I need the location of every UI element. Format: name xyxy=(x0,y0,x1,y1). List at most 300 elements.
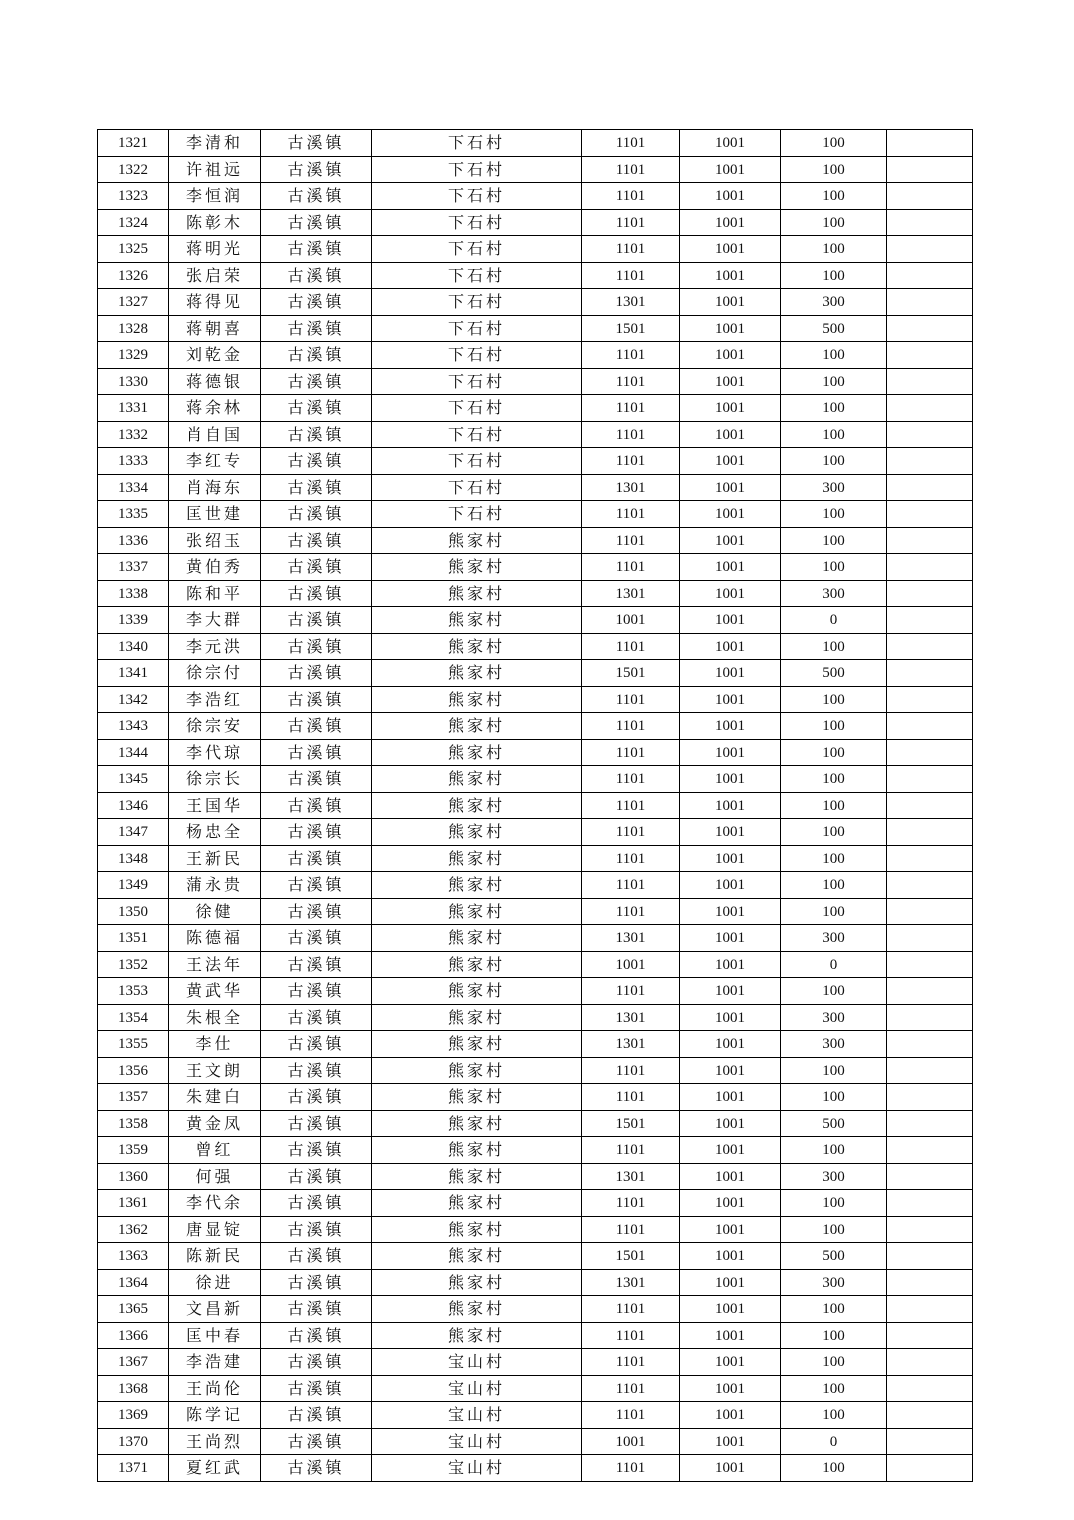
cell-no: 1330 xyxy=(98,368,169,395)
cell-town: 古溪镇 xyxy=(261,183,372,210)
cell-town: 古溪镇 xyxy=(261,845,372,872)
cell-name: 夏红武 xyxy=(169,1455,261,1482)
cell-name: 蒋德银 xyxy=(169,368,261,395)
cell-no: 1345 xyxy=(98,766,169,793)
cell-code-a: 1101 xyxy=(582,262,680,289)
cell-no: 1343 xyxy=(98,713,169,740)
cell-no: 1322 xyxy=(98,156,169,183)
cell-name: 李仕 xyxy=(169,1031,261,1058)
cell-village: 熊家村 xyxy=(372,1137,582,1164)
cell-remark xyxy=(887,474,973,501)
cell-remark xyxy=(887,1243,973,1270)
cell-town: 古溪镇 xyxy=(261,156,372,183)
cell-village: 熊家村 xyxy=(372,1084,582,1111)
cell-code-a: 1101 xyxy=(582,1455,680,1482)
cell-code-b: 1001 xyxy=(680,660,781,687)
cell-town: 古溪镇 xyxy=(261,1269,372,1296)
cell-no: 1339 xyxy=(98,607,169,634)
cell-amount: 500 xyxy=(781,660,887,687)
cell-remark xyxy=(887,1057,973,1084)
table-row xyxy=(98,872,973,899)
cell-no: 1323 xyxy=(98,183,169,210)
cell-code-a: 1101 xyxy=(582,819,680,846)
cell-amount: 300 xyxy=(781,1269,887,1296)
cell-remark xyxy=(887,872,973,899)
cell-amount: 100 xyxy=(781,978,887,1005)
cell-remark xyxy=(887,1269,973,1296)
cell-no: 1356 xyxy=(98,1057,169,1084)
cell-remark xyxy=(887,395,973,422)
cell-code-a: 1101 xyxy=(582,1190,680,1217)
cell-remark xyxy=(887,289,973,316)
cell-name: 张启荣 xyxy=(169,262,261,289)
table-row xyxy=(98,342,973,369)
cell-village: 下石村 xyxy=(372,130,582,157)
cell-town: 古溪镇 xyxy=(261,1137,372,1164)
cell-amount: 100 xyxy=(781,1190,887,1217)
cell-amount: 100 xyxy=(781,1137,887,1164)
cell-town: 古溪镇 xyxy=(261,1057,372,1084)
cell-remark xyxy=(887,1137,973,1164)
cell-code-b: 1001 xyxy=(680,845,781,872)
cell-code-b: 1001 xyxy=(680,1455,781,1482)
cell-code-a: 1001 xyxy=(582,607,680,634)
cell-code-b: 1001 xyxy=(680,898,781,925)
cell-code-a: 1301 xyxy=(582,1031,680,1058)
cell-village: 熊家村 xyxy=(372,527,582,554)
cell-amount: 300 xyxy=(781,474,887,501)
cell-amount: 100 xyxy=(781,421,887,448)
cell-no: 1336 xyxy=(98,527,169,554)
cell-amount: 100 xyxy=(781,183,887,210)
cell-name: 陈和平 xyxy=(169,580,261,607)
cell-no: 1354 xyxy=(98,1004,169,1031)
cell-village: 熊家村 xyxy=(372,660,582,687)
table-row xyxy=(98,925,973,952)
cell-village: 下石村 xyxy=(372,156,582,183)
cell-code-a: 1101 xyxy=(582,448,680,475)
table-row xyxy=(98,1322,973,1349)
cell-amount: 100 xyxy=(781,633,887,660)
cell-amount: 100 xyxy=(781,130,887,157)
cell-code-b: 1001 xyxy=(680,156,781,183)
cell-amount: 100 xyxy=(781,1296,887,1323)
table-row xyxy=(98,607,973,634)
cell-village: 熊家村 xyxy=(372,872,582,899)
cell-amount: 300 xyxy=(781,1004,887,1031)
cell-no: 1331 xyxy=(98,395,169,422)
cell-no: 1364 xyxy=(98,1269,169,1296)
table-row xyxy=(98,580,973,607)
cell-code-a: 1101 xyxy=(582,845,680,872)
table-row xyxy=(98,130,973,157)
cell-code-a: 1301 xyxy=(582,1269,680,1296)
table-row xyxy=(98,951,973,978)
cell-village: 下石村 xyxy=(372,368,582,395)
cell-code-b: 1001 xyxy=(680,872,781,899)
cell-town: 古溪镇 xyxy=(261,978,372,1005)
cell-village: 宝山村 xyxy=(372,1428,582,1455)
cell-remark xyxy=(887,607,973,634)
table-row xyxy=(98,501,973,528)
cell-name: 陈新民 xyxy=(169,1243,261,1270)
cell-village: 熊家村 xyxy=(372,1269,582,1296)
cell-town: 古溪镇 xyxy=(261,448,372,475)
cell-no: 1321 xyxy=(98,130,169,157)
cell-amount: 100 xyxy=(781,792,887,819)
cell-name: 曾红 xyxy=(169,1137,261,1164)
cell-town: 古溪镇 xyxy=(261,1402,372,1429)
cell-code-b: 1001 xyxy=(680,1031,781,1058)
cell-code-a: 1101 xyxy=(582,633,680,660)
cell-town: 古溪镇 xyxy=(261,739,372,766)
cell-code-b: 1001 xyxy=(680,580,781,607)
cell-code-a: 1101 xyxy=(582,156,680,183)
table-row xyxy=(98,1349,973,1376)
cell-remark xyxy=(887,1004,973,1031)
cell-name: 肖海东 xyxy=(169,474,261,501)
cell-village: 下石村 xyxy=(372,501,582,528)
cell-town: 古溪镇 xyxy=(261,209,372,236)
cell-amount: 100 xyxy=(781,1402,887,1429)
cell-code-b: 1001 xyxy=(680,315,781,342)
cell-town: 古溪镇 xyxy=(261,315,372,342)
cell-code-b: 1001 xyxy=(680,951,781,978)
cell-name: 匡世建 xyxy=(169,501,261,528)
cell-amount: 100 xyxy=(781,766,887,793)
cell-no: 1347 xyxy=(98,819,169,846)
cell-village: 熊家村 xyxy=(372,819,582,846)
cell-remark xyxy=(887,368,973,395)
cell-town: 古溪镇 xyxy=(261,527,372,554)
cell-code-a: 1101 xyxy=(582,395,680,422)
cell-code-a: 1101 xyxy=(582,1137,680,1164)
cell-village: 熊家村 xyxy=(372,607,582,634)
cell-town: 古溪镇 xyxy=(261,262,372,289)
cell-amount: 100 xyxy=(781,262,887,289)
cell-remark xyxy=(887,925,973,952)
cell-remark xyxy=(887,978,973,1005)
cell-village: 下石村 xyxy=(372,342,582,369)
cell-remark xyxy=(887,1190,973,1217)
cell-village: 下石村 xyxy=(372,183,582,210)
cell-name: 陈德福 xyxy=(169,925,261,952)
cell-amount: 500 xyxy=(781,1110,887,1137)
cell-town: 古溪镇 xyxy=(261,951,372,978)
cell-name: 黄金凤 xyxy=(169,1110,261,1137)
cell-code-a: 1101 xyxy=(582,766,680,793)
cell-name: 李大群 xyxy=(169,607,261,634)
cell-town: 古溪镇 xyxy=(261,1031,372,1058)
cell-amount: 300 xyxy=(781,925,887,952)
table-row xyxy=(98,792,973,819)
cell-town: 古溪镇 xyxy=(261,766,372,793)
cell-village: 熊家村 xyxy=(372,1004,582,1031)
cell-remark xyxy=(887,1110,973,1137)
cell-name: 徐进 xyxy=(169,1269,261,1296)
cell-town: 古溪镇 xyxy=(261,554,372,581)
cell-code-a: 1101 xyxy=(582,342,680,369)
cell-amount: 100 xyxy=(781,739,887,766)
cell-town: 古溪镇 xyxy=(261,1084,372,1111)
cell-code-b: 1001 xyxy=(680,209,781,236)
cell-name: 徐健 xyxy=(169,898,261,925)
table-row xyxy=(98,1455,973,1482)
cell-village: 熊家村 xyxy=(372,978,582,1005)
table-row xyxy=(98,1110,973,1137)
cell-remark xyxy=(887,315,973,342)
cell-code-b: 1001 xyxy=(680,1004,781,1031)
cell-name: 朱根全 xyxy=(169,1004,261,1031)
cell-code-b: 1001 xyxy=(680,1349,781,1376)
cell-town: 古溪镇 xyxy=(261,1428,372,1455)
cell-code-a: 1101 xyxy=(582,130,680,157)
cell-code-a: 1101 xyxy=(582,209,680,236)
table-row xyxy=(98,527,973,554)
table-row xyxy=(98,1269,973,1296)
cell-no: 1348 xyxy=(98,845,169,872)
cell-name: 王法年 xyxy=(169,951,261,978)
cell-code-a: 1101 xyxy=(582,1216,680,1243)
cell-no: 1325 xyxy=(98,236,169,263)
cell-town: 古溪镇 xyxy=(261,501,372,528)
table-row xyxy=(98,1057,973,1084)
cell-name: 李浩红 xyxy=(169,686,261,713)
cell-no: 1361 xyxy=(98,1190,169,1217)
table-row xyxy=(98,713,973,740)
cell-village: 熊家村 xyxy=(372,1057,582,1084)
table-row xyxy=(98,1190,973,1217)
cell-code-a: 1101 xyxy=(582,1349,680,1376)
table-row xyxy=(98,315,973,342)
cell-village: 熊家村 xyxy=(372,951,582,978)
table-row xyxy=(98,289,973,316)
table-row xyxy=(98,183,973,210)
table-body xyxy=(98,130,973,1482)
cell-village: 熊家村 xyxy=(372,925,582,952)
cell-code-a: 1101 xyxy=(582,898,680,925)
cell-code-a: 1101 xyxy=(582,1322,680,1349)
cell-remark xyxy=(887,633,973,660)
cell-no: 1360 xyxy=(98,1163,169,1190)
cell-code-a: 1301 xyxy=(582,1004,680,1031)
cell-village: 下石村 xyxy=(372,315,582,342)
cell-village: 宝山村 xyxy=(372,1375,582,1402)
cell-name: 李代余 xyxy=(169,1190,261,1217)
table-row xyxy=(98,1004,973,1031)
cell-village: 熊家村 xyxy=(372,580,582,607)
cell-village: 熊家村 xyxy=(372,713,582,740)
cell-no: 1359 xyxy=(98,1137,169,1164)
table-row xyxy=(98,1428,973,1455)
cell-village: 熊家村 xyxy=(372,1110,582,1137)
cell-name: 蒋得见 xyxy=(169,289,261,316)
cell-code-b: 1001 xyxy=(680,1110,781,1137)
cell-town: 古溪镇 xyxy=(261,1455,372,1482)
cell-code-b: 1001 xyxy=(680,130,781,157)
cell-amount: 300 xyxy=(781,289,887,316)
cell-no: 1346 xyxy=(98,792,169,819)
cell-amount: 100 xyxy=(781,368,887,395)
cell-no: 1329 xyxy=(98,342,169,369)
cell-amount: 0 xyxy=(781,1428,887,1455)
cell-no: 1328 xyxy=(98,315,169,342)
cell-code-a: 1101 xyxy=(582,1375,680,1402)
cell-amount: 100 xyxy=(781,156,887,183)
table-row xyxy=(98,262,973,289)
table-row xyxy=(98,845,973,872)
cell-town: 古溪镇 xyxy=(261,1190,372,1217)
cell-name: 匡中春 xyxy=(169,1322,261,1349)
cell-code-a: 1501 xyxy=(582,315,680,342)
cell-name: 蒋明光 xyxy=(169,236,261,263)
cell-town: 古溪镇 xyxy=(261,1296,372,1323)
cell-code-b: 1001 xyxy=(680,1375,781,1402)
cell-code-b: 1001 xyxy=(680,766,781,793)
cell-village: 熊家村 xyxy=(372,1190,582,1217)
cell-village: 宝山村 xyxy=(372,1402,582,1429)
cell-no: 1338 xyxy=(98,580,169,607)
cell-code-a: 1001 xyxy=(582,951,680,978)
cell-remark xyxy=(887,1349,973,1376)
cell-code-b: 1001 xyxy=(680,474,781,501)
cell-name: 张绍玉 xyxy=(169,527,261,554)
cell-name: 王尚烈 xyxy=(169,1428,261,1455)
cell-no: 1350 xyxy=(98,898,169,925)
table-row xyxy=(98,421,973,448)
table-row xyxy=(98,660,973,687)
cell-village: 下石村 xyxy=(372,236,582,263)
cell-town: 古溪镇 xyxy=(261,686,372,713)
cell-remark xyxy=(887,898,973,925)
cell-amount: 100 xyxy=(781,1216,887,1243)
cell-amount: 100 xyxy=(781,448,887,475)
cell-town: 古溪镇 xyxy=(261,898,372,925)
cell-town: 古溪镇 xyxy=(261,474,372,501)
cell-code-a: 1101 xyxy=(582,527,680,554)
cell-name: 李元洪 xyxy=(169,633,261,660)
cell-town: 古溪镇 xyxy=(261,872,372,899)
cell-amount: 300 xyxy=(781,1031,887,1058)
cell-name: 何强 xyxy=(169,1163,261,1190)
table-row xyxy=(98,739,973,766)
cell-name: 李代琼 xyxy=(169,739,261,766)
cell-no: 1326 xyxy=(98,262,169,289)
cell-code-a: 1501 xyxy=(582,660,680,687)
cell-no: 1366 xyxy=(98,1322,169,1349)
cell-code-b: 1001 xyxy=(680,236,781,263)
table-row xyxy=(98,1375,973,1402)
cell-village: 熊家村 xyxy=(372,898,582,925)
cell-name: 唐显锭 xyxy=(169,1216,261,1243)
cell-code-a: 1301 xyxy=(582,1163,680,1190)
cell-code-b: 1001 xyxy=(680,978,781,1005)
table-row xyxy=(98,1137,973,1164)
cell-village: 下石村 xyxy=(372,421,582,448)
cell-no: 1333 xyxy=(98,448,169,475)
table-row xyxy=(98,766,973,793)
cell-no: 1349 xyxy=(98,872,169,899)
cell-remark xyxy=(887,660,973,687)
cell-code-a: 1001 xyxy=(582,1428,680,1455)
cell-town: 古溪镇 xyxy=(261,421,372,448)
cell-no: 1371 xyxy=(98,1455,169,1482)
cell-no: 1362 xyxy=(98,1216,169,1243)
cell-code-a: 1101 xyxy=(582,554,680,581)
cell-name: 陈学记 xyxy=(169,1402,261,1429)
cell-code-b: 1001 xyxy=(680,289,781,316)
cell-town: 古溪镇 xyxy=(261,660,372,687)
cell-code-b: 1001 xyxy=(680,527,781,554)
cell-name: 王文朗 xyxy=(169,1057,261,1084)
cell-code-b: 1001 xyxy=(680,925,781,952)
cell-no: 1352 xyxy=(98,951,169,978)
cell-code-a: 1101 xyxy=(582,1296,680,1323)
cell-town: 古溪镇 xyxy=(261,1004,372,1031)
cell-code-b: 1001 xyxy=(680,1057,781,1084)
cell-code-b: 1001 xyxy=(680,262,781,289)
cell-remark xyxy=(887,766,973,793)
table-row xyxy=(98,1163,973,1190)
cell-name: 李恒润 xyxy=(169,183,261,210)
cell-remark xyxy=(887,739,973,766)
cell-village: 宝山村 xyxy=(372,1349,582,1376)
table-row xyxy=(98,686,973,713)
cell-code-a: 1101 xyxy=(582,1402,680,1429)
cell-name: 文昌新 xyxy=(169,1296,261,1323)
cell-town: 古溪镇 xyxy=(261,342,372,369)
table-row xyxy=(98,1084,973,1111)
cell-remark xyxy=(887,1428,973,1455)
cell-name: 黄伯秀 xyxy=(169,554,261,581)
cell-remark xyxy=(887,713,973,740)
cell-no: 1337 xyxy=(98,554,169,581)
cell-code-a: 1101 xyxy=(582,739,680,766)
cell-code-b: 1001 xyxy=(680,686,781,713)
cell-village: 熊家村 xyxy=(372,686,582,713)
cell-amount: 500 xyxy=(781,315,887,342)
cell-remark xyxy=(887,448,973,475)
cell-no: 1334 xyxy=(98,474,169,501)
cell-amount: 100 xyxy=(781,713,887,740)
cell-town: 古溪镇 xyxy=(261,1243,372,1270)
table-row xyxy=(98,236,973,263)
table-row xyxy=(98,898,973,925)
cell-village: 熊家村 xyxy=(372,1243,582,1270)
cell-no: 1365 xyxy=(98,1296,169,1323)
cell-no: 1335 xyxy=(98,501,169,528)
cell-remark xyxy=(887,1084,973,1111)
cell-town: 古溪镇 xyxy=(261,819,372,846)
cell-village: 下石村 xyxy=(372,395,582,422)
cell-remark xyxy=(887,209,973,236)
cell-remark xyxy=(887,1216,973,1243)
cell-code-b: 1001 xyxy=(680,183,781,210)
cell-remark xyxy=(887,1375,973,1402)
cell-town: 古溪镇 xyxy=(261,607,372,634)
cell-code-a: 1101 xyxy=(582,978,680,1005)
cell-town: 古溪镇 xyxy=(261,925,372,952)
cell-name: 许祖远 xyxy=(169,156,261,183)
cell-name: 刘乾金 xyxy=(169,342,261,369)
cell-code-a: 1501 xyxy=(582,1243,680,1270)
cell-name: 王尚伦 xyxy=(169,1375,261,1402)
cell-code-a: 1501 xyxy=(582,1110,680,1137)
cell-village: 熊家村 xyxy=(372,554,582,581)
cell-village: 熊家村 xyxy=(372,1322,582,1349)
cell-amount: 100 xyxy=(781,554,887,581)
cell-code-a: 1301 xyxy=(582,289,680,316)
